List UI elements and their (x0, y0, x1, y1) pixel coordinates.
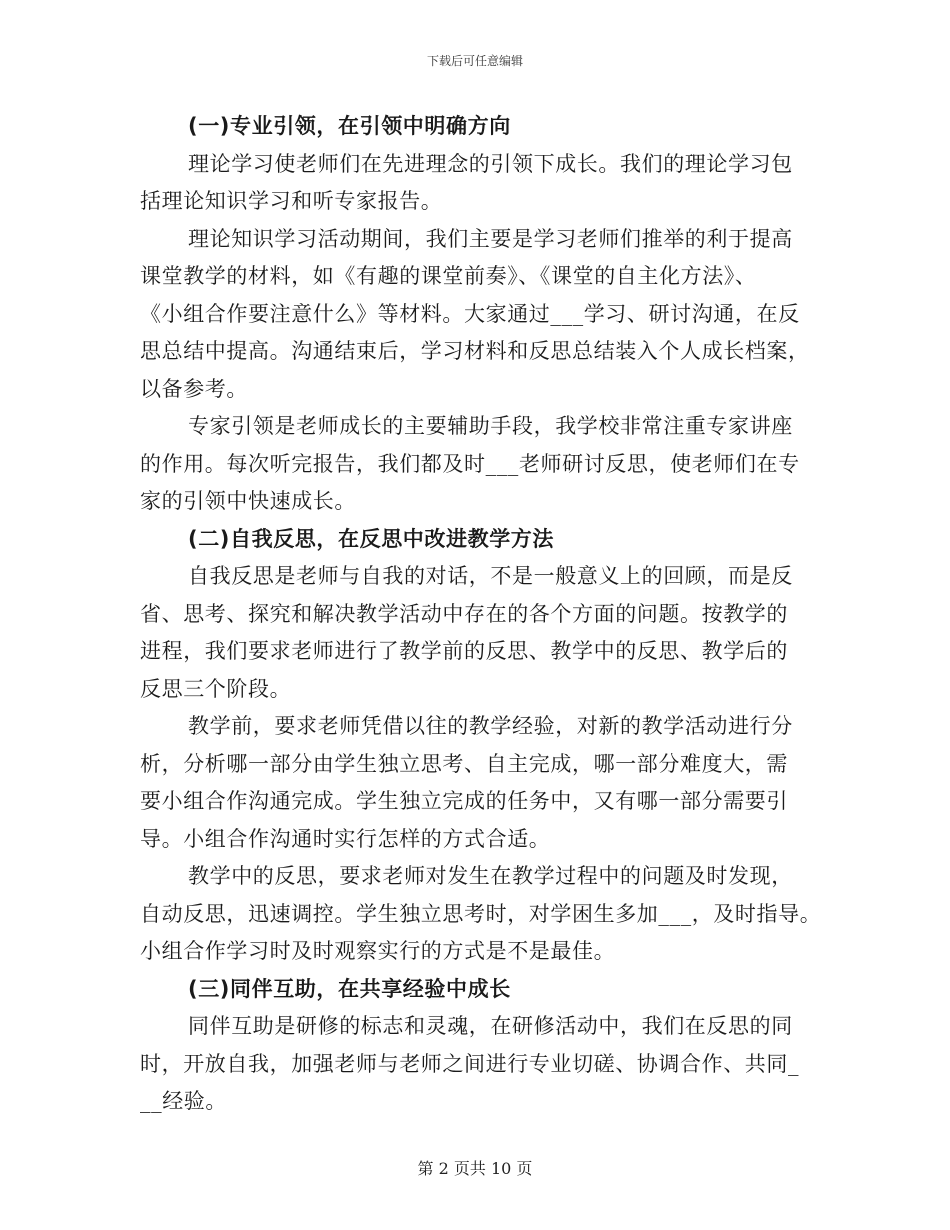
section-heading: (二)自我反思，在反思中改进教学方法 (188, 526, 554, 551)
paragraph-line: 自我反思是老师与自我的对话，不是一般意义上的回顾，而是反 (188, 564, 793, 588)
paragraph-line: 家的引领中快速成长。 (140, 489, 356, 513)
paragraph-line: 要小组合作沟通完成。学生独立完成的任务中，又有哪一部分需要引 (140, 789, 788, 813)
paragraph-line: 《小组合作要注意什么》等材料。大家通过___学习、研讨沟通，在反 (140, 301, 800, 326)
document-body (140, 108, 822, 1121)
paragraph-line: 析，分析哪一部分由学生独立思考、自主完成，哪一部分难度大，需 (140, 751, 788, 776)
paragraph-line: 自动反思，迅速调控。学生独立思考时，对学困生多加___，及时指导。 (140, 901, 822, 926)
paragraph-line: 进程，我们要求老师进行了教学前的反思、教学中的反思、教学后的 (140, 639, 788, 663)
paragraph-line: 括理论知识学习和听专家报告。 (140, 189, 443, 213)
paragraph-line: 专家引领是老师成长的主要辅助手段，我学校非常注重专家讲座 (188, 414, 793, 438)
paragraph-line: 小组合作学习时及时观察实行的方式是不是最佳。 (140, 939, 616, 963)
paragraph-line: 同伴互助是研修的标志和灵魂，在研修活动中，我们在反思的同 (188, 1014, 793, 1038)
paragraph-line: 思总结中提高。沟通结束后，学习材料和反思总结装入个人成长档案， (140, 339, 810, 363)
paragraph-line: 课堂教学的材料，如《有趣的课堂前奏》、《课堂的自主化方法》、 (140, 264, 757, 288)
paragraph-line: 时，开放自我，加强老师与老师之间进行专业切磋、协调合作、共同_ (140, 1051, 800, 1076)
paragraph-line: 以备参考。 (140, 376, 248, 401)
paragraph-line: 省、思考、探究和解决教学活动中存在的各个方面的问题。按教学的 (140, 601, 788, 626)
section-heading: (一)专业引领，在引领中明确方向 (188, 114, 511, 138)
paragraph-line: 反思三个阶段。 (140, 676, 292, 701)
paragraph-line: 理论知识学习活动期间，我们主要是学习老师们推举的利于提高 (188, 226, 793, 251)
page-header: 下载后可任意编辑 (426, 54, 523, 68)
paragraph-line: 教学中的反思，要求老师对发生在教学过程中的问题及时发现， (188, 864, 793, 888)
paragraph-line: 的作用。每次听完报告，我们都及时___老师研讨反思，使老师们在专 (140, 451, 800, 476)
paragraph-line: 理论学习使老师们在先进理念的引领下成长。我们的理论学习包 (188, 151, 793, 176)
paragraph-line: 教学前，要求老师凭借以往的教学经验，对新的教学活动进行分 (188, 714, 793, 738)
section-heading: (三)同伴互助，在共享经验中成长 (188, 976, 511, 1001)
paragraph-line: __经验。 (140, 1089, 227, 1113)
paragraph-line: 导。小组合作沟通时实行怎样的方式合适。 (140, 826, 551, 851)
page-footer: 第 2 页共 10 页 (417, 1159, 533, 1178)
